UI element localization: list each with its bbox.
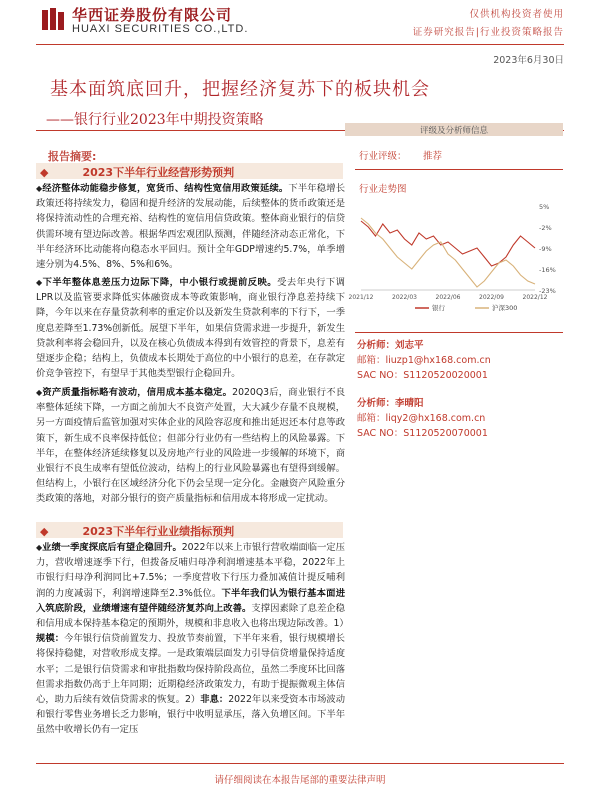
paragraph-margin: ◆下半年整体息差压力边际下降，中小银行或提前反映。受去年央行下调LPR以及监管要求降低实体融资成本等政策影响，商业银行净息差持续下降，今年以来在存量贷款利率的重定价以及新发生贷款利率的下行下，一季度息差降至1.73%创新低。展望下半年，如果信贷需求进一步提升，新发生贷款利率将会稳回升，以及在核心负债成本得到有效管控的背景下，息差有望逐步企稳；结构上，负债成本长期处于高位的中小银行的息差，在存款定价竞争管控下，有望早于其他类型银行企稳回升。 — [36, 277, 345, 380]
audience-tag: 仅供机构投资者使用 — [469, 9, 564, 20]
section-heading-performance: ◆ 2023下半年行业业绩指标预判 — [40, 525, 235, 538]
diamond-bullet-icon: ◆ — [36, 543, 43, 552]
y-tick-label: -23% — [539, 287, 556, 295]
header-divider — [36, 44, 564, 45]
rating-box-title: 评级及分析师信息 — [419, 126, 488, 136]
diamond-bullet-icon: ◆ — [40, 525, 49, 538]
analyst-sac: SAC NO：S1120520070001 — [357, 428, 488, 439]
section-heading-outlook: ◆ 2023下半年行业经营形势预判 — [40, 166, 235, 179]
x-tick-label: 2022/06 — [435, 294, 461, 301]
huaxi-logo-icon — [40, 6, 66, 32]
paragraph-asset-quality: ◆资产质量指标略有波动，信用成本基本稳定。2020Q3后，商业银行不良率整体延续下降，一方面之前加大不良资产处置，大大减少存量不良规模，另一方面疫情后监管加强对实体企业的风险容忍度和推出延迟还本付息等政策下，新生成不良率保持低位；但部分行业仍有一些结构上的风险暴露。下半年，在整体经济延续修复以及房地产行业的风险进一步缓解的环境下，商业银行不良生成率有望低位波动，结构上的行业风险暴露也有望得到缓解。但结构上，小银行在区域经济分化下仍会呈现一定分化。金融资产风险重分类政策的落地，对部分银行的资产质量指标和信用成本将形成一定扰动。 — [36, 387, 345, 505]
report-date: 2023年6月30日 — [493, 55, 564, 66]
legend-label: 沪深300 — [492, 304, 518, 312]
analyst-email[interactable]: 邮箱：liuzp1@hx168.com.cn — [357, 355, 491, 366]
x-tick-label: 2022/03 — [392, 294, 417, 301]
sidebar-divider — [355, 169, 563, 170]
trend-chart-label: 行业走势图 — [359, 184, 407, 195]
diamond-bullet-icon: ◆ — [36, 388, 43, 397]
x-tick-label: 2021/12 — [348, 294, 374, 301]
diamond-bullet-icon: ◆ — [36, 184, 43, 193]
footer-divider — [36, 763, 564, 764]
report-subtitle: ——银行行业2023年中期投资策略 — [46, 112, 264, 128]
legend-label: 银行 — [432, 304, 445, 312]
company-name-cn: 华西证券股份有限公司 — [72, 6, 233, 24]
rating-label: 行业评级： — [359, 151, 407, 162]
diamond-bullet-icon: ◆ — [36, 278, 43, 287]
analyst-sac: SAC NO：S1120520020001 — [357, 370, 488, 381]
diamond-bullet-icon: ◆ — [40, 166, 49, 179]
report-title: 基本面筑底回升，把握经济复苏下的板块机会 — [50, 79, 430, 100]
analyst-email[interactable]: 邮箱：liqy2@hx168.com.cn — [357, 413, 486, 424]
y-tick-label: -9% — [539, 245, 552, 253]
legal-notice-footer: 请仔细阅读在本报告尾部的重要法律声明 — [214, 775, 386, 786]
report-type-tag: 证券研究报告|行业投资策略报告 — [412, 27, 564, 38]
company-name-en: HUAXI SECURITIES CO.,LTD. — [72, 23, 249, 35]
y-tick-label: -2% — [539, 224, 552, 232]
y-tick-label: -16% — [539, 266, 556, 274]
sidebar-divider — [355, 332, 563, 333]
summary-label: 报告摘要: — [48, 150, 97, 163]
industry-trend-chart — [348, 198, 563, 318]
rating-value: 推荐 — [423, 151, 443, 162]
paragraph-performance: ◆业绩一季度探底后有望企稳回升。2022年以来上市银行营收端面临一定压力，营收增速逐季下行，但拨备反哺归母净利润增速基本平稳，2022年上市银行归母净利润同比+7.5%；一季度营收下行压力叠加减值计提反哺利润的力度减弱下，利润增速降至2.3%低位。下半年我们认为银行基本面进入筑底阶段，业绩增速有望伴随经济复苏向上改善。支撑因素除了息差企稳和信用成本保持基本稳定的预期外，规模和非息收入也将出现边际改善。1）规模：今年银行信贷前置发力、投放节奏前置，下半年来看，银行规模增长将保持稳健，对营收形成支撑。一是政策端层面发力引导信贷增量保持适度水平；二是银行信贷需求和审批指数均保持阶段高位，虽然二季度环比回落但需求指数仍高于上年同期；近期稳经济政策发力，有助于提振微观主体信心，助力后续有效信贷需求的恢复。2）非息：2022年以来受资本市场波动和银行零售业务增长乏力影响，银行中收明显承压，落入负增区间。下半年虽然中收增长仍有一定压 — [36, 542, 349, 736]
y-tick-label: 5% — [539, 203, 550, 211]
paragraph-economy: ◆经济整体动能稳步修复，宽货币、结构性宽信用政策延续。下半年稳增长政策还将持续发力，稳固和提升经济的发展动能，后续整体的货币政策还是将保持流动性的合理充裕、结构性的宽信用信贷政策。整体商业银行的信贷供需环境有望边际改善。根据华西宏观团队预测，伴随经济动态正常化，下半年经济环比动能将向稳态水平回归。预计全年GDP增速约5.7%，单季增速分别为4.5%、8%、5%和6%。 — [36, 183, 345, 271]
x-tick-label: 2022/12 — [522, 294, 548, 301]
x-tick-label: 2022/09 — [479, 294, 504, 301]
analyst-name: 分析师：李晴阳 — [357, 398, 424, 409]
analyst-name: 分析师：刘志平 — [357, 340, 424, 351]
